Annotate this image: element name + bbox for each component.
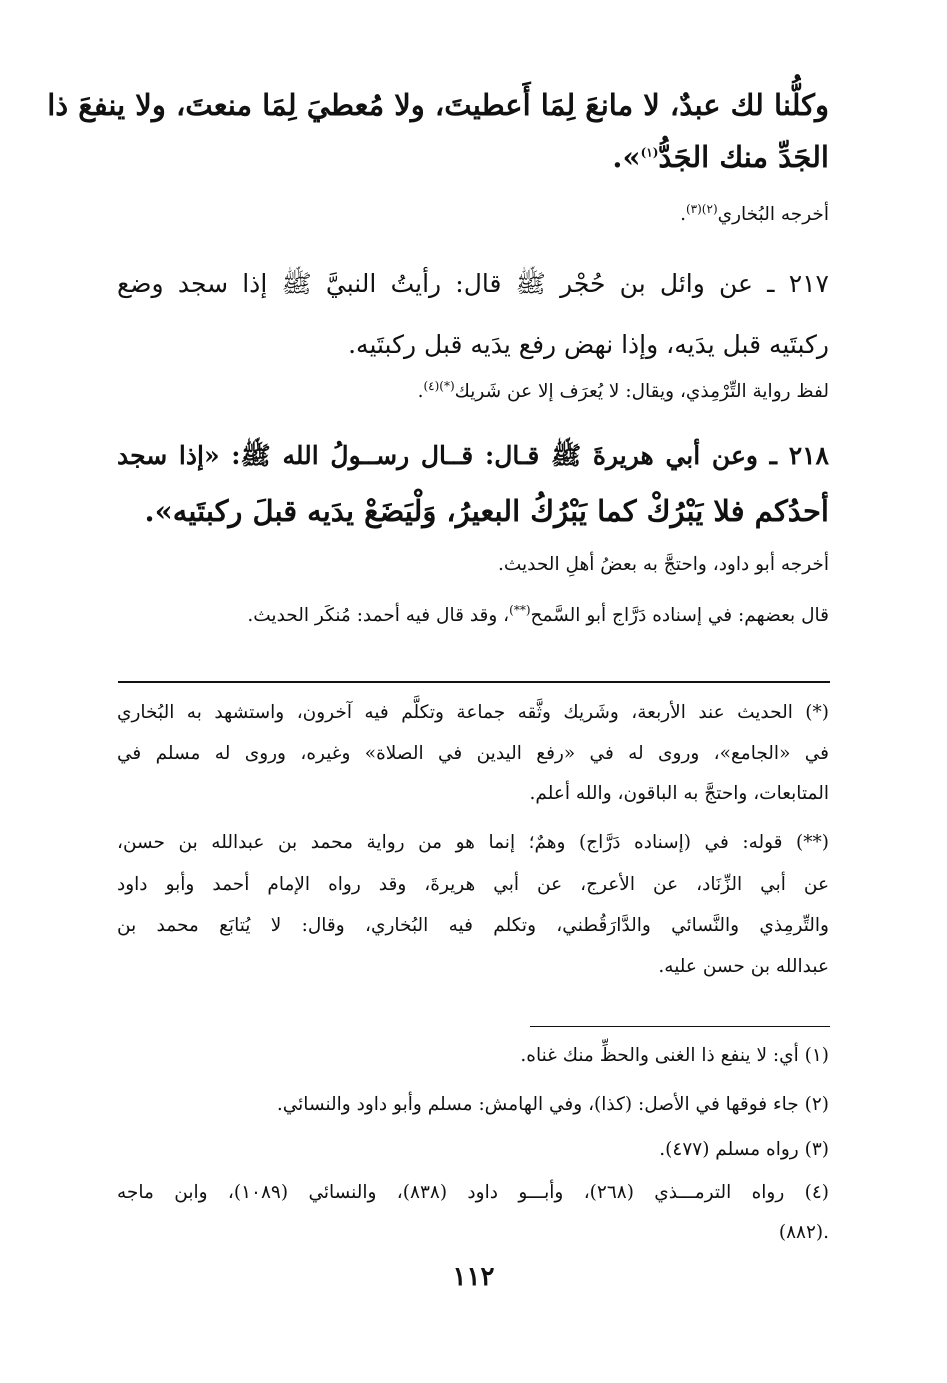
star-note-2-line-1: (**) قوله: في (إسناده دَرَّاج) وهمٌ؛ إنما هو من رواية محمد بن عبدالله بن حسن،	[117, 832, 829, 853]
footnote-4-line-1: (٤) رواه الترمـــذي (٢٦٨)، وأبـــو داود (٨٣٨)، والنسائي (١٠٨٩)، وابن ماجه	[117, 1182, 830, 1203]
source-note-218-b	[117, 602, 829, 626]
star-note-1-line-1: (*) الحديث عند الأربعة، وشَريك وثَّقه جماعة وتكلَّم فيه آخرون، واستشهد به البُخاري	[117, 702, 829, 723]
source-note-218-a: أخرجه أبو داود، واحتجَّ به بعضُ أهلِ الحديث.	[497, 554, 829, 575]
footnote-ref-2-3: (٢)(٣)	[685, 201, 718, 216]
hadith-217-line-2: ركبتَيه قبل يدَيه، وإذا نهض رفع يدَيه قبل ركبتَيه.	[348, 330, 829, 359]
source-note-218-b-start: قال بعضهم: في إسناده دَرَّاج أبو السَّمح	[530, 605, 829, 626]
star-note-2-line-3: والتِّرمِذي والنَّسائي والدَّارَقُطني، وتكلم فيه البُخاري، وقال: لا يُتابَع محمد بن	[117, 915, 829, 936]
notes-separator	[118, 681, 830, 683]
hadith-218-line-1: ٢١٨ ـ وعن أبي هريرةَ ﷺ قـال: قــال رســولُ الله ﷺ: «إذا سجد	[117, 441, 829, 470]
hadith-217-line-1: ٢١٧ ـ عن وائل بن حُجْر ﷺ قال: رأيتُ النبيَّ ﷺ إذا سجد وضع	[117, 269, 829, 298]
footnote-3: (٣) رواه مسلم (٤٧٧).	[659, 1139, 829, 1160]
footnotes-separator	[530, 1026, 830, 1027]
hadith-218-line-2: أحدُكم فلا يَبْرُكْ كما يَبْرُكُ البعيرُ، وَلْيَضَعْ يدَيه قبلَ ركبتَيه».	[144, 494, 829, 528]
star-note-1-line-2: في «الجامع»، وروى له في «رفع اليدين في الصلاة» وغيره، وروى له مسلم في	[117, 743, 829, 764]
main-line-1: وكلُّنا لك عبدٌ، لا مانعَ لِمَا أَعطيتَ، ولا مُعطيَ لِمَا منعتَ، ولا ينفعَ ذا	[47, 88, 829, 122]
footnote-2: (٢) جاء فوقها في الأصل: (كذا)، وفي الهامش: مسلم وأبو داود والنسائي.	[276, 1094, 829, 1115]
source-note-217-text: لفظ رواية التِّرْمِذي، ويقال: لا يُعرَف إلا عن شَريك	[454, 381, 829, 402]
main-line-2-text: الجَدِّ منك الجَدُّ	[658, 140, 829, 174]
star-note-1-line-3: المتابعات، واحتجَّ به الباقون، والله أعلم.	[529, 783, 829, 804]
footnote-ref-1: (١)	[640, 145, 659, 160]
footnote-1: (١) أي: لا ينفع ذا الغنى والحظِّ منك غناه.	[520, 1045, 829, 1066]
footnote-ref-star-4: (*)(٤)	[423, 378, 455, 393]
star-note-2-line-2: عن أبي الزِّنَاد، عن الأعرج، عن أبي هريرةَ، وقد رواه الإمام أحمد وأبو داود	[117, 874, 829, 895]
page-number: ١١٢	[452, 1262, 495, 1292]
main-line-2	[117, 140, 829, 174]
footnote-4-line-2: (٨٨٢).	[778, 1222, 829, 1243]
footnote-ref-double-star: (**)	[509, 602, 531, 617]
source-note-217	[117, 378, 829, 402]
source-note-1-end: .	[680, 204, 686, 225]
main-line-2-end: ».	[612, 140, 641, 174]
source-note-217-end: .	[417, 381, 424, 402]
star-note-2-line-4: عبدالله بن حسن عليه.	[658, 956, 829, 977]
source-note-1-text: أخرجه البُخاري	[717, 204, 829, 225]
source-note-218-b-end: ، وقد قال فيه أحمد: مُنكَر الحديث.	[247, 605, 510, 626]
source-note-1	[117, 201, 829, 225]
